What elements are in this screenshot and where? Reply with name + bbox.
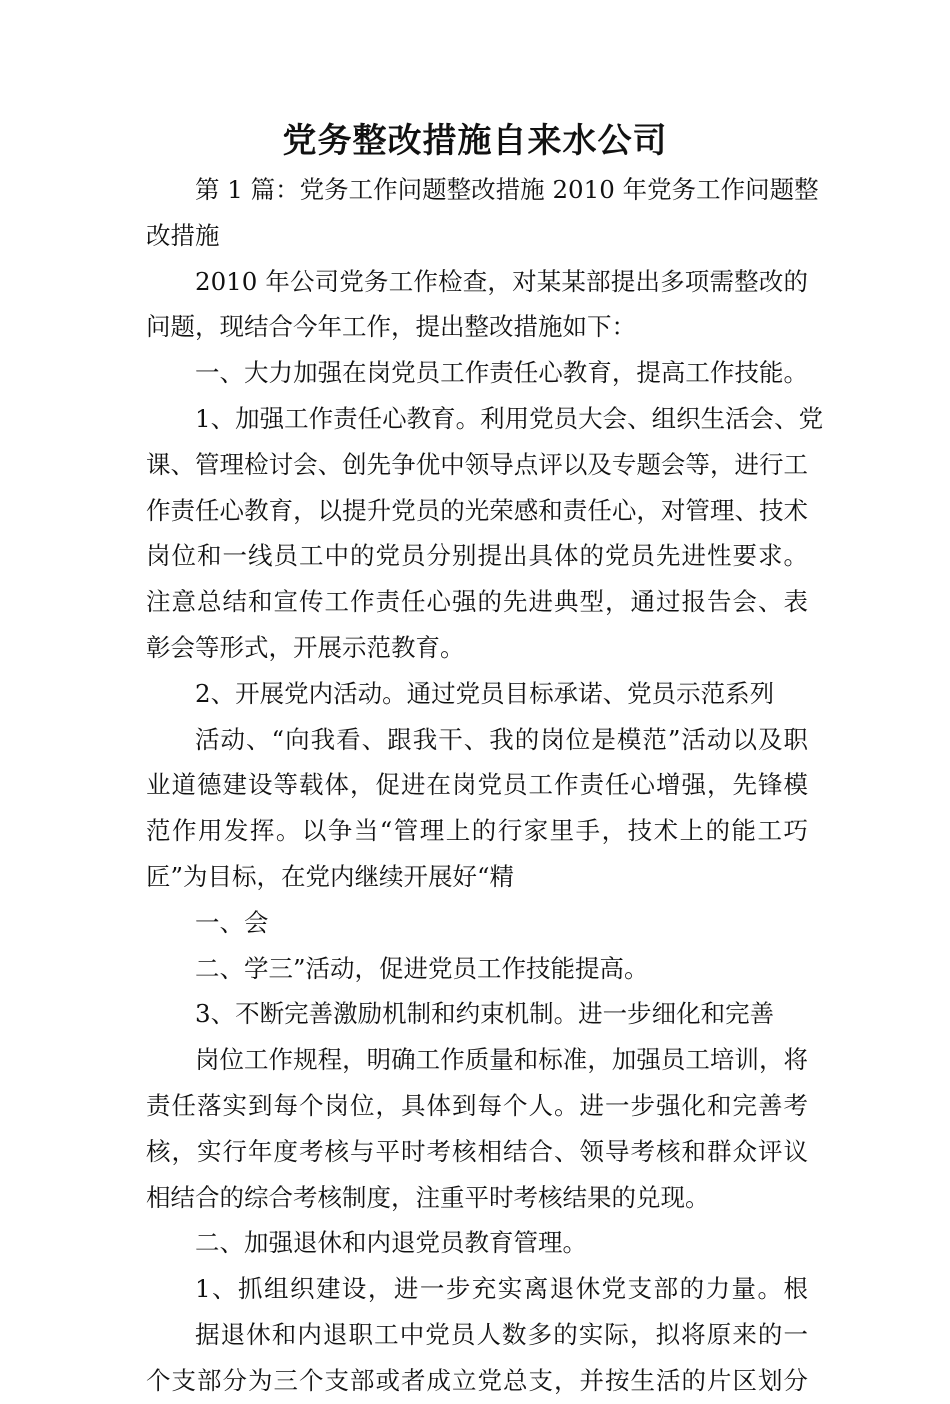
text-line: 活动、“向我看、跟我干、我的岗位是模范”活动以及职 xyxy=(195,724,808,754)
text-line: 一、会 xyxy=(195,907,269,937)
text-line: 2010 年公司党务工作检查，对某某部提出多项需整改的 xyxy=(195,266,808,296)
text-line: 责任落实到每个岗位，具体到每个人。进一步强化和完善考 xyxy=(146,1090,808,1120)
text-line: 改措施 xyxy=(146,220,220,250)
text-line: 据退休和内退职工中党员人数多的实际，拟将原来的一 xyxy=(195,1319,808,1349)
text-line: 3、不断完善激励机制和约束机制。进一步细化和完善 xyxy=(195,999,775,1029)
text-line: 作责任心教育，以提升党员的光荣感和责任心，对管理、技术 xyxy=(146,495,808,525)
text-line: 2、开展党内活动。通过党员目标承诺、党员示范系列 xyxy=(195,678,775,708)
text-line: 岗位和一线员工中的党员分别提出具体的党员先进性要求。 xyxy=(146,541,808,571)
text-line: 匠”为目标，在党内继续开展好“精 xyxy=(146,861,515,891)
text-line: 注意总结和宣传工作责任心强的先进典型，通过报告会、表 xyxy=(146,587,808,617)
text-line: 核，实行年度考核与平时考核相结合、领导考核和群众评议 xyxy=(146,1136,808,1166)
text-line: 第 1 篇：党务工作问题整改措施 2010 年党务工作问题整 xyxy=(195,175,819,204)
text-line: 二、加强退休和内退党员教育管理。 xyxy=(195,1228,587,1258)
text-line: 课、管理检讨会、创先争优中领导点评以及专题会等，进行工 xyxy=(146,449,808,479)
text-line: 彰会等形式，开展示范教育。 xyxy=(146,632,465,662)
text-line: 业道德建设等载体，促进在岗党员工作责任心增强，先锋模 xyxy=(146,770,808,800)
document-body xyxy=(146,167,824,1404)
text-line: 问题，现结合今年工作，提出整改措施如下： xyxy=(146,312,636,342)
text-line: 1、抓组织建设，进一步充实离退休党支部的力量。根 xyxy=(195,1274,808,1304)
text-line: 范作用发挥。以争当“管理上的行家里手，技术上的能工巧 xyxy=(146,816,808,846)
document-title: 党务整改措施自来水公司 xyxy=(282,121,668,161)
text-line: 个支部分为三个支部或者成立党总支，并按生活的片区划分 xyxy=(146,1365,808,1395)
text-line: 相结合的综合考核制度，注重平时考核结果的兑现。 xyxy=(146,1182,710,1212)
text-line: 1、加强工作责任心教育。利用党员大会、组织生活会、党 xyxy=(195,403,824,433)
text-line: 岗位工作规程，明确工作质量和标准，加强员工培训，将 xyxy=(195,1045,808,1075)
text-line: 一、大力加强在岗党员工作责任心教育，提高工作技能。 xyxy=(195,358,808,388)
text-line: 二、学三”活动，促进党员工作技能提高。 xyxy=(195,953,649,983)
